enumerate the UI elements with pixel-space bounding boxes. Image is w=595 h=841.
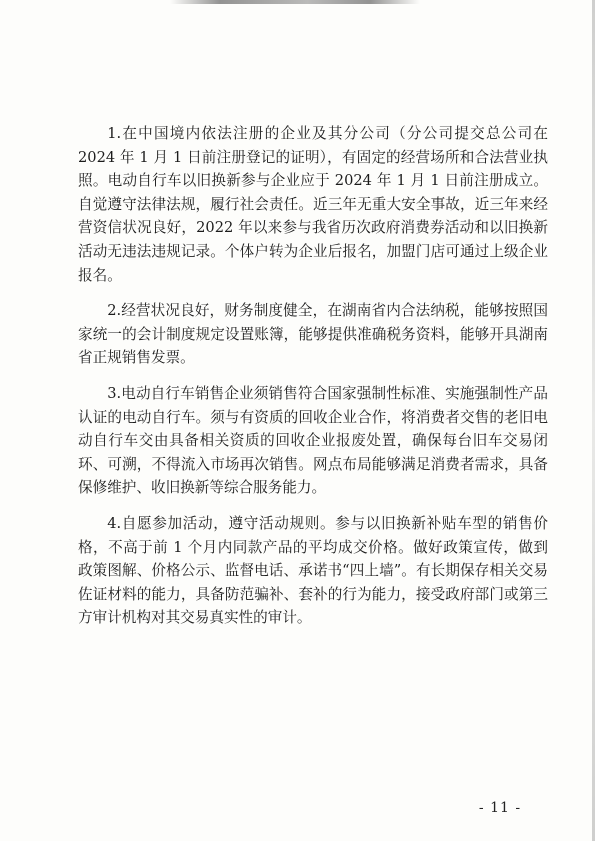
paragraph-2: 2.经营状况良好，财务制度健全，在湖南省内合法纳税，能够按照国家统一的会计制度规定设置账簿，能够提供准确税务资料，能够开具湖南省正规销售发票。 [78,302,548,367]
scan-artifact-top [170,0,420,4]
paragraph-1: 1.在中国境内依法注册的企业及其分公司（分公司提交总公司在 2024 年 1 月 1 日前注册登记的证明），有固定的经营场所和合法营业执照。电动自行车以旧换新参与企业应于 2024 年 1 月 1 日前注册成立。自觉遵守法律法规，履行社会责任。近三年无重大安全事故，近三年来经营资信状况良好，2022 年以来参与我省历次政府消费券活动和以旧换新活动无违法违规记录。个体户转为企业后报名，加盟门店可通过上级企业报名。 [78,125,548,284]
body-text [78,122,548,630]
page-number: - 11 - [478,800,522,816]
paragraph-3: 3.电动自行车销售企业须销售符合国家强制性标准、实施强制性产品认证的电动自行车。须与有资质的回收企业合作，将消费者交售的老旧电动自行车交由具备相关资质的回收企业报废处置，确保每台旧车交易闭环、可溯，不得流入市场再次销售。网点布局能够满足消费者需求，具备保修维护、收旧换新等综合服务能力。 [78,384,548,497]
paragraph-4: 4.自愿参加活动，遵守活动规则。参与以旧换新补贴车型的销售价格，不高于前 1 个月内同款产品的平均成交价格。做好政策宣传，做到政策图解、价格公示、监督电话、承诺书“四上墙”。有长期保存相关交易佐证材料的能力，具备防范骗补、套补的行为能力，接受政府部门或第三方审计机构对其交易真实性的审计。 [78,514,548,627]
